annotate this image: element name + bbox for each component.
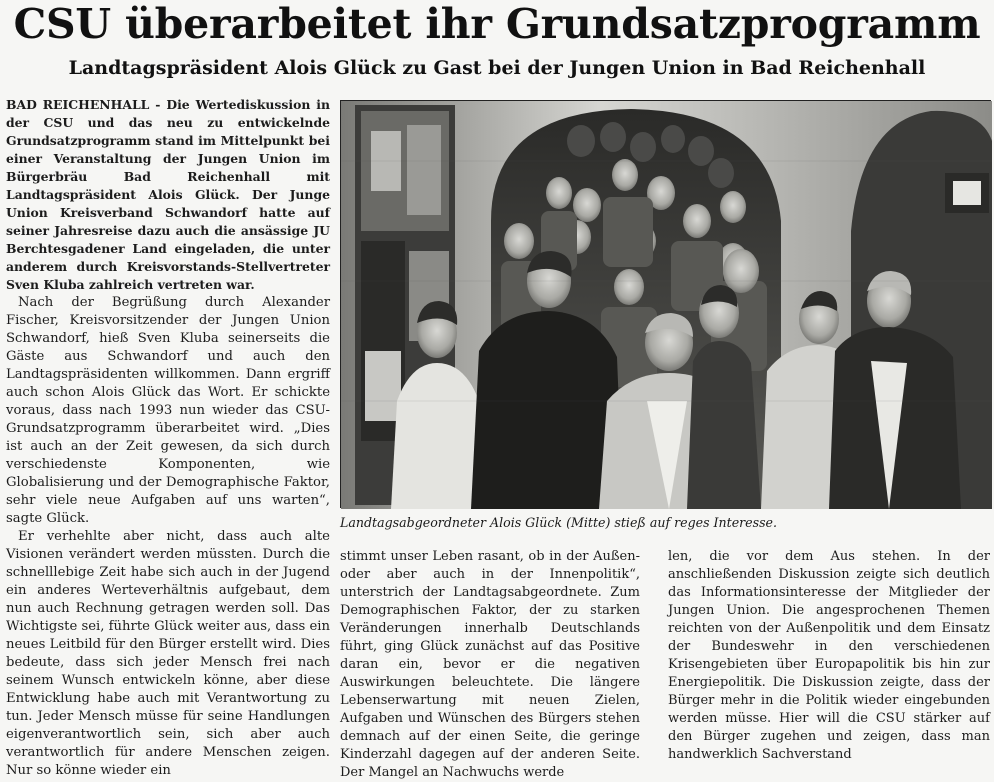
paragraph-discussion: len, die vor dem Aus stehen. In der anschließenden Diskussion zeigte sich deutlich das Informationsinteresse der Mitglieder der Jungen Union. Die angesprochenen Themen reichten von der Außenpolitik und dem Einsatz der Bundeswehr in den verschiedenen Krisengebieten über Europapolitik bis hin zur Energiepolitik. Die Diskussion zeigte, dass der Bürger mehr in die Politik wieder eingebunden werden müsse. Hier will die CSU stärker auf den Bürger zugehen und zeigen, dass man handwerklich Sachverstand: [668, 549, 990, 762]
lead-paragraph: BAD REICHENHALL - Die Wertediskussion in der CSU und das neu zu entwickelnde Grundsatzprogramm stand im Mittelpunkt bei einer Veranstaltung der Jungen Union im Bürgerbräu Bad Reichenhall mit Landtagspräsident Alois Glück. Der Junge Union Kreisverband Schwandorf hatte auf seiner Jahresreise dazu auch die ansässige JU Berchtesgadener Land eingeladen, die unter anderem durch Kreisvorstands-Stellvertreter Sven Kluba zahlreich vertreten war.: [6, 97, 330, 292]
column-3: [668, 548, 990, 762]
photo-caption: Landtagsabgeordneter Alois Glück (Mitte) stieß auf reges Interesse.: [340, 515, 778, 530]
paragraph-visions: Er verhehlte aber nicht, dass auch alte Visionen verändert werden müssten. Durch die schnelllebige Zeit habe sich auch in der Jugend ein anderes Werteverhältnis aufgebaut, dem nun auch Rechnung getragen werden soll. Das Wichtigste sei, führte Glück weiter aus, dass ein neues Leitbild für den Bürger erstellt wird. Dies bedeute, dass sich jeder Mensch frei nach seinem Wunsch entwickeln könne, aber diese Entwicklung habe auch mit Verantwortung zu tun. Jeder Mensch müsse für seine Handlungen eigenverantwortlich sein, sich aber auch verantwortlich für andere Menschen zeigen. Nur so könne wieder ein: [6, 529, 330, 778]
column-2: [340, 548, 640, 780]
group-photo: [340, 100, 991, 508]
paragraph-welcome: Nach der Begrüßung durch Alexander Fischer, Kreisvorsitzender der Jungen Union Schwandorf, hieß Sven Kluba seinerseits die Gäste aus Schwandorf und auch den Landtagspräsidenten willkommen. Dann ergriff auch schon Alois Glück das Wort. Er schickte voraus, dass nach 1993 nun wieder das CSU-Grundsatzprogramm überarbeitet wird. „Dies ist auch an der Zeit gewesen, da sich durch verschiedenste Komponenten, wie Globalisierung und der Demographische Faktor, sehr viele neue Aufgaben auf uns warten“, sagte Glück.: [6, 295, 330, 526]
column-1: [6, 96, 330, 778]
paragraph-demography: stimmt unser Leben rasant, ob in der Außen- oder aber auch in der Innenpolitik“, unterstrich der Landtagsabgeordnete. Zum Demographischen Faktor, der zu starken Veränderungen innerhalb Deutschlands führt, ging Glück zunächst auf das Positive daran ein, bevor er die negativen Auswirkungen beleuchtete. Die längere Lebenserwartung mit neuen Zielen, Aufgaben und Wünschen des Bürgers stehen demnach auf der einen Seite, die geringe Kinderzahl dagegen auf der anderen Seite. Der Mangel an Nachwuchs werde: [340, 549, 640, 780]
headline: CSU überarbeitet ihr Grundsatzprogramm: [13, 0, 981, 48]
subheadline: Landtagspräsident Alois Glück zu Gast bei der Jungen Union in Bad Reichenhall: [68, 57, 926, 79]
